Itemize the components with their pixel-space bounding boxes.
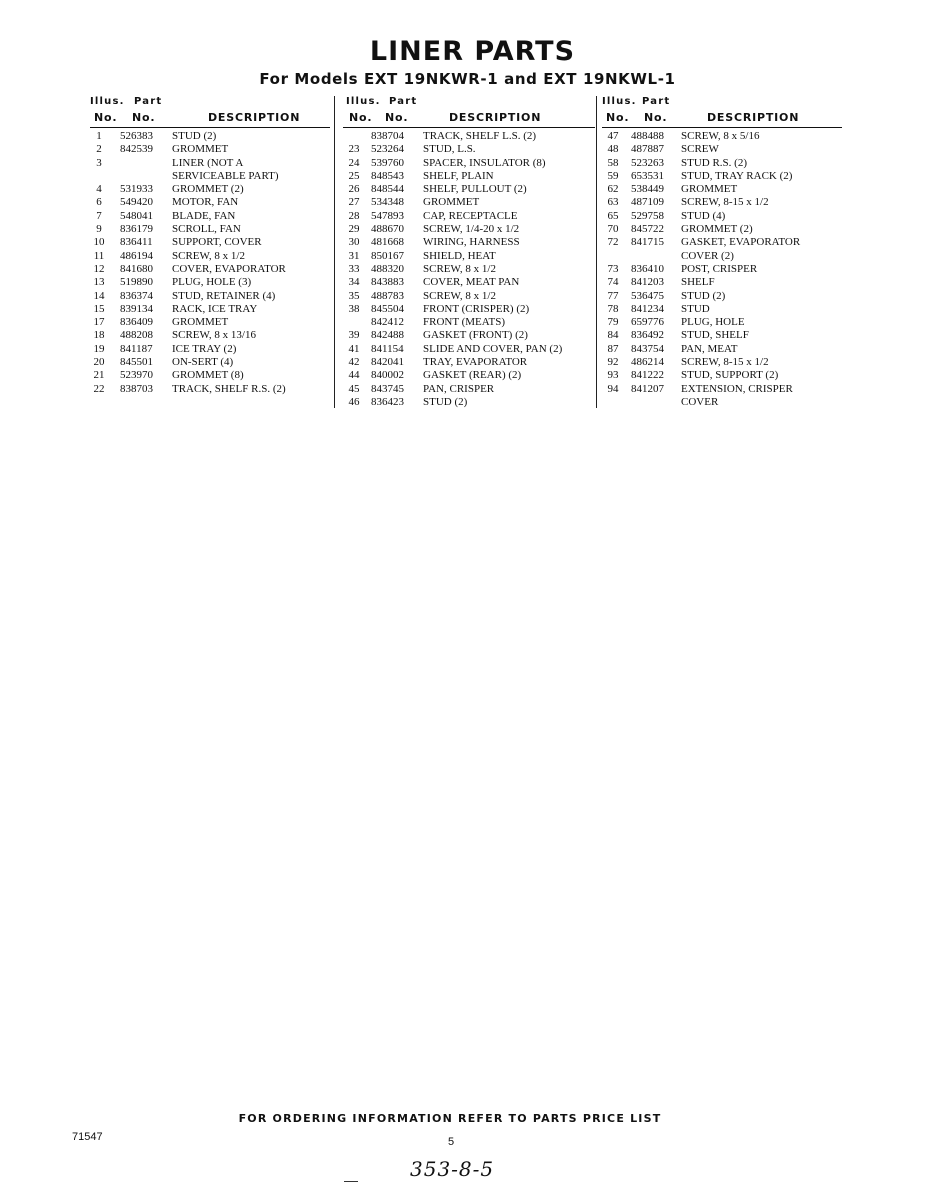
table-row <box>602 130 842 143</box>
part-number: 523970 <box>120 369 153 382</box>
part-number: 519890 <box>120 276 153 289</box>
part-description: STUD (2) <box>172 130 217 142</box>
table-row <box>343 143 595 156</box>
part-description: BLADE, FAN <box>172 209 236 222</box>
part-description: SCREW, 8 x 1/2 <box>423 289 496 302</box>
part-description: SHELF <box>681 276 715 289</box>
part-description: SCREW, 8 x 5/16 <box>681 130 760 142</box>
table-row <box>602 183 842 196</box>
illus-number: 19 <box>93 342 105 355</box>
table-row <box>343 276 595 289</box>
illus-number: 35 <box>348 289 360 302</box>
illus-number: 58 <box>607 156 619 169</box>
table-row <box>602 396 842 409</box>
part-description: MOTOR, FAN <box>172 196 239 209</box>
header-part: Part <box>642 96 671 107</box>
illus-number: 47 <box>607 130 619 142</box>
table-row <box>602 210 842 223</box>
part-number: 836179 <box>120 223 153 236</box>
header-illus: Illus. <box>90 96 125 107</box>
part-description: STUD (2) <box>423 395 468 408</box>
parts-list <box>343 128 595 409</box>
table-row <box>343 223 595 236</box>
part-description: SPACER, INSULATOR (8) <box>423 156 546 169</box>
illus-number: 46 <box>348 395 360 408</box>
illus-number: 2 <box>96 143 102 156</box>
part-number: 850167 <box>371 249 404 262</box>
page-number: 5 <box>448 1136 455 1148</box>
illus-number: 15 <box>93 302 105 315</box>
part-description: WIRING, HARNESS <box>423 236 520 249</box>
table-row <box>343 183 595 196</box>
part-description: GROMMET <box>681 183 738 196</box>
parts-column-1 <box>90 96 330 396</box>
header-no: No. <box>349 111 373 124</box>
part-description: SCREW, 8-15 x 1/2 <box>681 196 769 209</box>
header-row <box>90 111 330 128</box>
illus-number: 31 <box>348 249 360 262</box>
part-number: 481668 <box>371 236 404 249</box>
part-number: 839134 <box>120 302 153 315</box>
part-number: 488208 <box>120 329 153 342</box>
part-number: 841207 <box>631 382 664 395</box>
part-number: 486214 <box>631 356 664 369</box>
table-row <box>90 143 330 156</box>
part-number: 488783 <box>371 289 404 302</box>
table-row <box>90 183 330 196</box>
illus-number: 23 <box>348 143 360 156</box>
illus-number: 63 <box>607 196 619 209</box>
page-title: LINER PARTS <box>369 36 576 67</box>
table-row <box>602 143 842 156</box>
illus-number: 70 <box>607 223 619 236</box>
part-number: 841680 <box>120 262 153 275</box>
illus-number: 41 <box>348 342 360 355</box>
header-part: Part <box>134 96 163 107</box>
header-description: DESCRIPTION <box>449 111 542 124</box>
header-part-no: No. <box>385 111 409 124</box>
table-row <box>90 316 330 329</box>
part-number: 529758 <box>631 209 664 222</box>
header-description: DESCRIPTION <box>208 111 301 124</box>
part-description: SCREW, 8 x 13/16 <box>172 329 256 342</box>
header-part: Part <box>389 96 418 107</box>
part-number: 488670 <box>371 223 404 236</box>
illus-number: 25 <box>348 169 360 182</box>
part-description: POST, CRISPER <box>681 262 758 275</box>
part-number: 845504 <box>371 302 404 315</box>
part-description: STUD, SUPPORT (2) <box>681 369 779 382</box>
part-description: GASKET (REAR) (2) <box>423 369 522 382</box>
header-part-no: No. <box>132 111 156 124</box>
ordering-footer: FOR ORDERING INFORMATION REFER TO PARTS PRICE LIST <box>238 1112 662 1125</box>
illus-number: 94 <box>607 382 619 395</box>
header-top-row <box>343 96 595 111</box>
table-row <box>90 276 330 289</box>
part-description: SHELF, PULLOUT (2) <box>423 183 527 196</box>
part-description: SUPPORT, COVER <box>172 236 262 249</box>
illus-number: 87 <box>607 342 619 355</box>
part-description: SHIELD, HEAT <box>423 249 496 262</box>
part-description: SCREW, 1/4-20 x 1/2 <box>423 223 520 236</box>
illus-number: 4 <box>96 183 102 196</box>
illus-number: 92 <box>607 356 619 369</box>
part-description: COVER (2) <box>681 249 734 262</box>
part-description: GROMMET <box>172 143 229 156</box>
part-description: COVER <box>681 395 719 408</box>
table-row <box>90 343 330 356</box>
part-number: 841222 <box>631 369 664 382</box>
illus-number: 11 <box>93 249 105 262</box>
part-description: STUD <box>681 302 710 315</box>
part-number: 842488 <box>371 329 404 342</box>
part-number: 653531 <box>631 169 664 182</box>
table-row <box>602 250 842 263</box>
part-description: STUD (2) <box>681 289 726 302</box>
part-description: ICE TRAY (2) <box>172 342 237 355</box>
part-number: 487109 <box>631 196 664 209</box>
part-description: SLIDE AND COVER, PAN (2) <box>423 342 563 355</box>
table-row <box>343 196 595 209</box>
part-number: 836411 <box>120 236 153 249</box>
part-number: 836410 <box>631 262 664 275</box>
table-row <box>90 196 330 209</box>
part-number: 843883 <box>371 276 404 289</box>
part-number: 659776 <box>631 316 664 329</box>
part-description: GASKET, EVAPORATOR <box>681 236 801 249</box>
part-description: STUD, L.S. <box>423 143 476 156</box>
table-row <box>343 157 595 170</box>
table-row <box>602 369 842 382</box>
part-description: PLUG, HOLE (3) <box>172 276 252 289</box>
part-description: STUD, SHELF <box>681 329 749 342</box>
part-number: 488320 <box>371 262 404 275</box>
part-number: 842041 <box>371 356 404 369</box>
parts-list <box>90 128 330 396</box>
table-row <box>343 343 595 356</box>
part-description: GROMMET <box>423 196 480 209</box>
illus-number: 18 <box>93 329 105 342</box>
part-number: 526383 <box>120 130 153 142</box>
part-description: SCROLL, FAN <box>172 223 241 236</box>
illus-number: 14 <box>93 289 105 302</box>
part-number: 841154 <box>371 342 404 355</box>
header-top-row <box>90 96 330 111</box>
table-row <box>343 356 595 369</box>
illus-number: 13 <box>93 276 105 289</box>
table-row <box>602 383 842 396</box>
table-row <box>602 343 842 356</box>
table-row <box>602 316 842 329</box>
illus-number: 20 <box>93 356 105 369</box>
table-row <box>343 329 595 342</box>
part-number: 836492 <box>631 329 664 342</box>
illus-number: 24 <box>348 156 360 169</box>
illus-number: 62 <box>607 183 619 196</box>
table-row <box>602 303 842 316</box>
part-number: 488488 <box>631 130 664 142</box>
illus-number: 34 <box>348 276 360 289</box>
table-row <box>602 290 842 303</box>
part-number: 836374 <box>120 289 153 302</box>
illus-number: 10 <box>93 236 105 249</box>
part-number: 523263 <box>631 156 664 169</box>
parts-column-3 <box>602 96 842 409</box>
page-subtitle: For Models EXT 19NKWR-1 and EXT 19NKWL-1 <box>259 70 676 88</box>
table-row <box>343 290 595 303</box>
header-part-no: No. <box>644 111 668 124</box>
table-row <box>343 396 595 409</box>
part-description: SERVICEABLE PART) <box>172 169 279 182</box>
table-row <box>602 263 842 276</box>
part-description: LINER (NOT A <box>172 156 244 169</box>
table-row <box>90 303 330 316</box>
table-row <box>90 210 330 223</box>
table-row <box>602 236 842 249</box>
part-description: GROMMET (2) <box>172 183 244 196</box>
table-row <box>90 236 330 249</box>
part-number: 841234 <box>631 302 664 315</box>
table-row <box>90 329 330 342</box>
part-number: 548041 <box>120 209 153 222</box>
part-description: TRACK, SHELF R.S. (2) <box>172 382 286 395</box>
header-top-row <box>602 96 842 111</box>
illus-number: 59 <box>607 169 619 182</box>
part-number: 547893 <box>371 209 404 222</box>
illus-number: 22 <box>93 382 105 395</box>
part-number: 534348 <box>371 196 404 209</box>
header-illus: Illus. <box>602 96 637 107</box>
illus-number: 44 <box>348 369 360 382</box>
table-row <box>343 369 595 382</box>
illus-number: 27 <box>348 196 360 209</box>
part-number: 842412 <box>371 316 404 329</box>
part-number: 841203 <box>631 276 664 289</box>
part-description: PAN, CRISPER <box>423 382 495 395</box>
part-number: 840002 <box>371 369 404 382</box>
part-description: TRAY, EVAPORATOR <box>423 356 528 369</box>
part-description: EXTENSION, CRISPER <box>681 382 793 395</box>
table-row <box>602 356 842 369</box>
illus-number: 12 <box>93 262 105 275</box>
header-no: No. <box>94 111 118 124</box>
part-number: 848544 <box>371 183 404 196</box>
table-row <box>90 290 330 303</box>
illus-number: 33 <box>348 262 360 275</box>
table-row <box>602 276 842 289</box>
part-number: 549420 <box>120 196 153 209</box>
illus-number: 73 <box>607 262 619 275</box>
part-description: ON-SERT (4) <box>172 356 234 369</box>
part-description: FRONT (MEATS) <box>423 316 506 329</box>
handwritten-note: 353-8-5 <box>410 1157 495 1181</box>
illus-number: 72 <box>607 236 619 249</box>
part-number: 841187 <box>120 342 153 355</box>
table-row <box>602 196 842 209</box>
table-row <box>343 250 595 263</box>
part-number: 531933 <box>120 183 153 196</box>
table-row <box>343 303 595 316</box>
part-number: 523264 <box>371 143 404 156</box>
illus-number: 77 <box>607 289 619 302</box>
table-row <box>90 369 330 382</box>
header-row <box>343 111 595 128</box>
part-number: 538449 <box>631 183 664 196</box>
illus-number: 78 <box>607 302 619 315</box>
table-row <box>343 130 595 143</box>
part-description: GROMMET (8) <box>172 369 244 382</box>
part-number: 836409 <box>120 316 153 329</box>
part-description: STUD (4) <box>681 209 726 222</box>
illus-number: 9 <box>96 223 102 236</box>
part-description: SCREW, 8-15 x 1/2 <box>681 356 769 369</box>
table-row <box>90 356 330 369</box>
illus-number: 29 <box>348 223 360 236</box>
part-number: 843754 <box>631 342 664 355</box>
part-number: 841715 <box>631 236 664 249</box>
illus-number: 28 <box>348 209 360 222</box>
part-number: 536475 <box>631 289 664 302</box>
illus-number: 38 <box>348 302 360 315</box>
table-row <box>343 383 595 396</box>
part-description: CAP, RECEPTACLE <box>423 209 518 222</box>
stray-mark <box>344 1181 358 1182</box>
table-row <box>343 210 595 223</box>
illus-number: 21 <box>93 369 105 382</box>
part-description: STUD, TRAY RACK (2) <box>681 169 793 182</box>
table-row <box>602 329 842 342</box>
part-number: 539760 <box>371 156 404 169</box>
table-row <box>90 223 330 236</box>
part-description: RACK, ICE TRAY <box>172 302 258 315</box>
illus-number: 17 <box>93 316 105 329</box>
illus-number: 30 <box>348 236 360 249</box>
header-illus: Illus. <box>346 96 381 107</box>
table-row <box>90 263 330 276</box>
part-number: 486194 <box>120 249 153 262</box>
table-row <box>90 383 330 396</box>
table-row <box>90 250 330 263</box>
part-number: 836423 <box>371 395 404 408</box>
table-row <box>343 236 595 249</box>
part-description: GASKET (FRONT) (2) <box>423 329 528 342</box>
table-row <box>343 263 595 276</box>
illus-number: 45 <box>348 382 360 395</box>
illus-number: 26 <box>348 183 360 196</box>
part-description: SCREW, 8 x 1/2 <box>423 262 496 275</box>
part-description: COVER, MEAT PAN <box>423 276 520 289</box>
illus-number: 7 <box>96 209 102 222</box>
part-description: SHELF, PLAIN <box>423 169 494 182</box>
part-description: PLUG, HOLE <box>681 316 745 329</box>
part-number: 845722 <box>631 223 664 236</box>
column-divider <box>596 96 597 408</box>
illus-number: 79 <box>607 316 619 329</box>
part-description: COVER, EVAPORATOR <box>172 262 286 275</box>
part-number: 843745 <box>371 382 404 395</box>
part-description: TRACK, SHELF L.S. (2) <box>423 130 537 142</box>
part-description: GROMMET (2) <box>681 223 753 236</box>
header-description: DESCRIPTION <box>707 111 800 124</box>
part-number: 842539 <box>120 143 153 156</box>
parts-column-2 <box>343 96 595 409</box>
table-row <box>602 157 842 170</box>
header-no: No. <box>606 111 630 124</box>
table-row <box>343 316 595 329</box>
illus-number: 39 <box>348 329 360 342</box>
table-row <box>90 130 330 143</box>
table-row <box>90 170 330 183</box>
table-row <box>602 170 842 183</box>
part-number: 487887 <box>631 143 664 156</box>
illus-number: 3 <box>96 156 102 169</box>
part-number: 848543 <box>371 169 404 182</box>
table-row <box>602 223 842 236</box>
document-code: 71547 <box>72 1131 103 1143</box>
illus-number: 6 <box>96 196 102 209</box>
part-description: STUD R.S. (2) <box>681 156 748 169</box>
part-number: 838704 <box>371 130 404 142</box>
parts-list <box>602 128 842 409</box>
table-row <box>343 170 595 183</box>
illus-number: 42 <box>348 356 360 369</box>
part-number: 838703 <box>120 382 153 395</box>
part-description: GROMMET <box>172 316 229 329</box>
illus-number: 74 <box>607 276 619 289</box>
part-description: SCREW <box>681 143 719 156</box>
illus-number: 1 <box>96 130 102 142</box>
part-description: SCREW, 8 x 1/2 <box>172 249 245 262</box>
column-divider <box>334 96 335 408</box>
illus-number: 84 <box>607 329 619 342</box>
part-description: STUD, RETAINER (4) <box>172 289 276 302</box>
table-row <box>90 157 330 170</box>
illus-number: 93 <box>607 369 619 382</box>
illus-number: 48 <box>607 143 619 156</box>
illus-number: 65 <box>607 209 619 222</box>
part-description: FRONT (CRISPER) (2) <box>423 302 530 315</box>
part-number: 845501 <box>120 356 153 369</box>
header-row <box>602 111 842 128</box>
part-description: PAN, MEAT <box>681 342 738 355</box>
